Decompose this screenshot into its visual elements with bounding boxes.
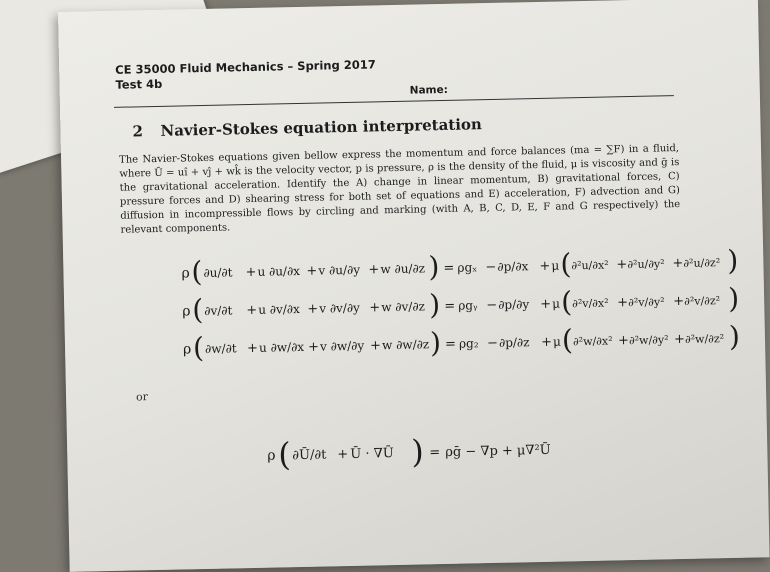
z-adv-x: u ∂w/∂x [258, 339, 305, 355]
x-open-paren: ( [191, 255, 203, 289]
y-plus-2: + [307, 301, 319, 317]
y-gravity: ρgᵧ [458, 298, 478, 313]
y-plus-4: + [540, 296, 552, 312]
y-close-paren: ) [428, 288, 441, 322]
y-momentum-equation [182, 282, 740, 327]
x-rho: ρ [181, 265, 190, 282]
z-equals: = [444, 336, 457, 352]
vec-close-paren: ) [410, 432, 425, 471]
y-dt: ∂v/∂t [204, 303, 233, 319]
vec-rhs: ρḡ − ∇p + μ∇²Ū [445, 442, 551, 460]
x-plus-4: + [539, 258, 551, 274]
z-d2y: ∂²w/∂y² [628, 333, 669, 348]
z-momentum-equation [183, 320, 741, 365]
vec-plus: + [337, 447, 349, 463]
section-number: 2 [132, 122, 144, 141]
y-minus: − [486, 297, 498, 314]
x-plus-1: + [245, 264, 257, 281]
x-minus: − [485, 259, 497, 276]
y-d2y: ∂²v/∂y² [628, 295, 665, 310]
y-plus-1: + [246, 302, 258, 319]
y-close-paren-2: ) [727, 281, 740, 316]
x-pressure: ∂p/∂x [497, 259, 529, 274]
x-d2y: ∂²u/∂y² [627, 257, 665, 272]
x-mu: μ [551, 258, 560, 273]
section-title: Navier-Stokes equation interpretation [160, 115, 483, 140]
z-plus-5: + [617, 333, 630, 349]
x-momentum-equation [181, 244, 739, 289]
x-close-paren: ) [428, 250, 440, 284]
y-mu: μ [552, 296, 561, 311]
x-adv-z: w ∂u/∂z [380, 261, 426, 277]
x-dt: ∂u/∂t [203, 265, 233, 281]
x-d2x: ∂²u/∂x² [571, 258, 609, 273]
vec-open-paren: ( [277, 435, 292, 474]
vec-equals: = [429, 445, 441, 461]
y-rho: ρ [182, 303, 191, 320]
z-adv-y: v ∂w/∂y [319, 338, 365, 354]
z-plus-6: + [673, 331, 686, 348]
z-plus-3: + [369, 338, 382, 354]
navier-stokes-equations [58, 0, 770, 572]
x-gravity: ρgₓ [457, 260, 478, 275]
z-open-paren: ( [192, 331, 205, 365]
z-close-paren-2: ) [728, 319, 741, 354]
x-d2z: ∂²u/∂z² [683, 256, 721, 270]
z-mu: μ [552, 334, 561, 349]
z-plus-2: + [307, 339, 320, 355]
y-d2x: ∂²v/∂x² [572, 296, 609, 311]
vector-form-equation [267, 430, 551, 474]
z-plus-4: + [540, 334, 553, 350]
z-close-paren: ) [429, 326, 442, 360]
z-open-paren-2: ( [561, 323, 574, 357]
x-plus-6: + [672, 255, 684, 272]
x-adv-x: u ∂u/∂x [257, 263, 301, 279]
z-pressure: ∂p/∂z [498, 335, 530, 350]
y-open-paren: ( [191, 293, 204, 327]
x-adv-y: v ∂u/∂y [318, 262, 361, 278]
or-label: or [135, 390, 149, 404]
y-d2z: ∂²v/∂z² [684, 294, 721, 308]
y-open-paren-2: ( [560, 285, 573, 319]
y-pressure: ∂p/∂y [498, 297, 530, 312]
y-adv-y: v ∂v/∂y [319, 300, 361, 316]
y-equals: = [444, 298, 456, 314]
z-rho: ρ [182, 341, 192, 358]
y-adv-x: u ∂v/∂x [258, 302, 300, 317]
x-close-paren-2: ) [727, 243, 739, 278]
z-dt: ∂w/∂t [204, 341, 237, 356]
x-equals: = [443, 260, 455, 276]
course-title: CE 35000 Fluid Mechanics – Spring 2017 [115, 57, 376, 77]
y-plus-5: + [617, 295, 629, 311]
name-label: Name: [409, 83, 448, 97]
problem-statement: The Navier-Stokes equations given bellow express the momentum and force balances (ma = ∑F) in a fluid, where Ū = uî + vĵ + wk̂ is the velocity vector, p is pressure, ρ is the density of the fluid, μ is viscosity and ḡ is the gravitational acceleration. Identify the A) change in linear momentum, B) gravitational forces, C) pressure forces and D) shearing stress for both set of equations and E) acceleration, F) advection and G) diffusion in incompressible flows by circling and marking (with A, B, C, D, E, F and G respectively) the relevant components. [119, 143, 681, 236]
vec-advection: Ū · ∇Ū [350, 446, 394, 462]
vec-rho: ρ [267, 447, 276, 464]
exam-page [58, 0, 770, 572]
y-plus-3: + [369, 300, 381, 316]
x-open-paren-2: ( [560, 247, 572, 281]
z-d2z: ∂²w/∂z² [684, 332, 725, 346]
z-gravity: ρg₂ [458, 336, 479, 351]
z-minus: − [486, 335, 499, 352]
x-plus-3: + [368, 262, 380, 278]
y-adv-z: w ∂v/∂z [381, 299, 426, 315]
z-plus-1: + [246, 340, 259, 357]
test-label: Test 4b [115, 76, 163, 92]
y-plus-6: + [673, 293, 685, 310]
x-plus-5: + [616, 257, 628, 273]
vec-dt: ∂Ū/∂t [292, 447, 327, 464]
z-adv-z: w ∂w/∂z [381, 337, 430, 353]
x-plus-2: + [306, 263, 318, 279]
z-d2x: ∂²w/∂x² [572, 334, 613, 349]
